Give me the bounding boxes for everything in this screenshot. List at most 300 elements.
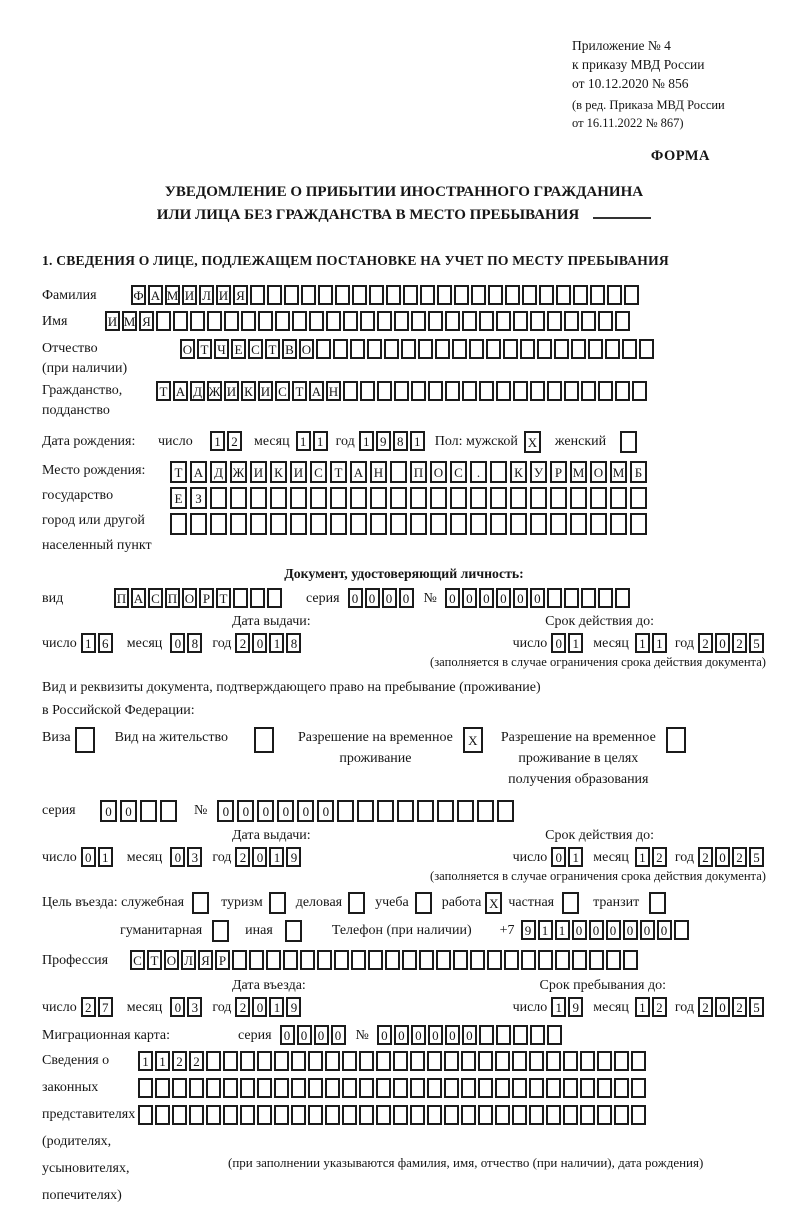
form-cell[interactable] <box>470 950 485 970</box>
form-cell[interactable] <box>410 1051 425 1071</box>
form-cell[interactable]: 1 <box>568 633 583 653</box>
form-cell[interactable] <box>310 487 327 509</box>
form-cell[interactable]: 2 <box>732 633 747 653</box>
form-cell[interactable] <box>207 311 222 331</box>
form-cell[interactable] <box>376 1105 391 1125</box>
form-cell[interactable] <box>172 1105 187 1125</box>
form-cell[interactable]: Т <box>330 461 347 483</box>
form-cell[interactable]: Б <box>630 461 647 483</box>
purpose-work-checkbox[interactable] <box>485 892 504 914</box>
form-cell[interactable]: 1 <box>81 633 96 653</box>
form-cell[interactable] <box>233 588 248 608</box>
form-cell[interactable]: З <box>190 487 207 509</box>
form-cell[interactable] <box>343 311 358 331</box>
form-cell[interactable] <box>437 800 454 822</box>
form-cell[interactable] <box>444 1051 459 1071</box>
form-cell[interactable] <box>350 339 365 359</box>
form-cell[interactable]: Т <box>265 339 280 359</box>
form-cell[interactable]: 1 <box>568 847 583 867</box>
form-cell[interactable] <box>390 513 407 535</box>
form-cell[interactable]: А <box>309 381 324 401</box>
form-cell[interactable] <box>206 1078 221 1098</box>
form-cell[interactable]: 0 <box>399 588 414 608</box>
form-cell[interactable] <box>486 339 501 359</box>
form-cell[interactable] <box>547 1025 562 1045</box>
form-cell[interactable] <box>335 285 350 305</box>
form-cell[interactable] <box>614 1105 629 1125</box>
form-cell[interactable] <box>173 311 188 331</box>
form-cell[interactable] <box>570 487 587 509</box>
form-cell[interactable] <box>418 339 433 359</box>
form-cell[interactable] <box>270 487 287 509</box>
form-cell[interactable]: С <box>310 461 327 483</box>
form-cell[interactable] <box>597 1078 612 1098</box>
form-cell[interactable] <box>274 1051 289 1071</box>
form-cell[interactable]: 8 <box>187 633 202 653</box>
form-cell[interactable]: Т <box>170 461 187 483</box>
form-cell[interactable] <box>210 513 227 535</box>
form-cell[interactable] <box>547 381 562 401</box>
form-cell[interactable]: А <box>173 381 188 401</box>
form-cell[interactable] <box>368 950 383 970</box>
form-cell[interactable]: . <box>470 461 487 483</box>
form-cell[interactable] <box>521 950 536 970</box>
form-cell[interactable]: Е <box>170 487 187 509</box>
form-cell[interactable] <box>590 487 607 509</box>
form-cell[interactable] <box>470 513 487 535</box>
form-cell[interactable] <box>359 1078 374 1098</box>
gender-female-checkbox[interactable] <box>620 431 639 453</box>
form-cell[interactable] <box>138 1078 153 1098</box>
form-cell[interactable] <box>496 311 511 331</box>
form-cell[interactable] <box>386 285 401 305</box>
form-cell[interactable] <box>462 381 477 401</box>
form-cell[interactable] <box>479 311 494 331</box>
form-cell[interactable] <box>189 1105 204 1125</box>
form-cell[interactable]: 2 <box>189 1051 204 1071</box>
form-cell[interactable]: 3 <box>187 847 202 867</box>
form-cell[interactable]: М <box>165 285 180 305</box>
form-cell[interactable] <box>270 513 287 535</box>
form-cell[interactable] <box>254 727 274 753</box>
form-cell[interactable] <box>530 311 545 331</box>
temp-residence-checkbox[interactable] <box>463 727 485 753</box>
form-cell[interactable]: Я <box>139 311 154 331</box>
form-cell[interactable]: 0 <box>551 633 566 653</box>
form-cell[interactable] <box>274 1078 289 1098</box>
form-cell[interactable] <box>410 1078 425 1098</box>
form-cell[interactable] <box>589 950 604 970</box>
form-cell[interactable] <box>546 1078 561 1098</box>
form-cell[interactable] <box>504 950 519 970</box>
form-cell[interactable] <box>376 1078 391 1098</box>
form-cell[interactable] <box>470 487 487 509</box>
form-cell[interactable] <box>258 311 273 331</box>
form-cell[interactable] <box>411 311 426 331</box>
purpose-transit-checkbox[interactable] <box>649 892 668 914</box>
form-cell[interactable] <box>377 800 394 822</box>
form-cell[interactable] <box>478 1078 493 1098</box>
form-cell[interactable] <box>291 1051 306 1071</box>
form-cell[interactable]: А <box>190 461 207 483</box>
form-cell[interactable]: 2 <box>732 997 747 1017</box>
form-cell[interactable]: П <box>165 588 180 608</box>
form-cell[interactable] <box>360 311 375 331</box>
form-cell[interactable] <box>415 892 432 914</box>
form-cell[interactable]: 1 <box>652 633 667 653</box>
form-cell[interactable] <box>430 513 447 535</box>
form-cell[interactable] <box>471 285 486 305</box>
form-cell[interactable] <box>495 1051 510 1071</box>
form-cell[interactable] <box>520 339 535 359</box>
form-cell[interactable]: 5 <box>749 847 764 867</box>
form-cell[interactable] <box>461 1078 476 1098</box>
form-cell[interactable] <box>530 1025 545 1045</box>
form-cell[interactable]: 9 <box>376 431 391 451</box>
form-cell[interactable] <box>240 1105 255 1125</box>
form-cell[interactable] <box>420 285 435 305</box>
form-cell[interactable] <box>510 513 527 535</box>
form-cell[interactable]: М <box>122 311 137 331</box>
form-cell[interactable]: 0 <box>382 588 397 608</box>
form-cell[interactable]: 0 <box>496 588 511 608</box>
form-cell[interactable] <box>522 285 537 305</box>
form-cell[interactable] <box>513 381 528 401</box>
form-cell[interactable]: Л <box>181 950 196 970</box>
form-cell[interactable] <box>232 950 247 970</box>
form-cell[interactable] <box>564 588 579 608</box>
form-cell[interactable]: 9 <box>286 997 301 1017</box>
form-cell[interactable] <box>223 1078 238 1098</box>
form-cell[interactable]: М <box>570 461 587 483</box>
form-cell[interactable]: 0 <box>715 847 730 867</box>
form-cell[interactable] <box>417 800 434 822</box>
form-cell[interactable] <box>546 1105 561 1125</box>
form-cell[interactable]: Ч <box>214 339 229 359</box>
form-cell[interactable]: 0 <box>252 997 267 1017</box>
form-cell[interactable] <box>580 1105 595 1125</box>
form-cell[interactable] <box>556 285 571 305</box>
form-cell[interactable]: 0 <box>715 633 730 653</box>
form-cell[interactable] <box>450 513 467 535</box>
form-cell[interactable] <box>224 311 239 331</box>
form-cell[interactable] <box>512 1051 527 1071</box>
form-cell[interactable] <box>291 1105 306 1125</box>
form-cell[interactable]: 0 <box>462 588 477 608</box>
form-cell[interactable] <box>610 487 627 509</box>
form-cell[interactable]: А <box>131 588 146 608</box>
form-cell[interactable] <box>206 1051 221 1071</box>
form-cell[interactable]: 7 <box>98 997 113 1017</box>
form-cell[interactable] <box>359 1105 374 1125</box>
form-cell[interactable] <box>266 950 281 970</box>
form-cell[interactable] <box>614 1078 629 1098</box>
form-cell[interactable]: 8 <box>393 431 408 451</box>
form-cell[interactable] <box>192 892 209 914</box>
form-cell[interactable]: 1 <box>98 847 113 867</box>
form-cell[interactable]: И <box>105 311 120 331</box>
form-cell[interactable]: И <box>290 461 307 483</box>
form-cell[interactable]: Т <box>156 381 171 401</box>
form-cell[interactable] <box>490 487 507 509</box>
form-cell[interactable]: 0 <box>252 633 267 653</box>
form-cell[interactable] <box>573 285 588 305</box>
form-cell[interactable]: И <box>250 461 267 483</box>
form-cell[interactable] <box>572 950 587 970</box>
form-cell[interactable] <box>563 1105 578 1125</box>
form-cell[interactable] <box>419 950 434 970</box>
form-cell[interactable] <box>563 1051 578 1071</box>
form-cell[interactable]: И <box>258 381 273 401</box>
form-cell[interactable] <box>283 950 298 970</box>
form-cell[interactable]: О <box>180 339 195 359</box>
form-cell[interactable] <box>631 1078 646 1098</box>
form-cell[interactable] <box>624 285 639 305</box>
form-cell[interactable] <box>325 1078 340 1098</box>
form-cell[interactable] <box>390 487 407 509</box>
form-cell[interactable]: 8 <box>286 633 301 653</box>
form-cell[interactable]: 5 <box>749 997 764 1017</box>
form-cell[interactable] <box>581 381 596 401</box>
form-cell[interactable] <box>384 339 399 359</box>
form-cell[interactable] <box>555 950 570 970</box>
form-cell[interactable]: 0 <box>314 1025 329 1045</box>
form-cell[interactable] <box>348 892 365 914</box>
form-cell[interactable] <box>342 1051 357 1071</box>
form-cell[interactable] <box>605 339 620 359</box>
form-cell[interactable] <box>325 1105 340 1125</box>
form-cell[interactable]: 1 <box>313 431 328 451</box>
form-cell[interactable] <box>615 588 630 608</box>
form-cell[interactable]: 1 <box>138 1051 153 1071</box>
form-cell[interactable] <box>495 1105 510 1125</box>
form-cell[interactable] <box>620 431 637 453</box>
form-cell[interactable] <box>453 950 468 970</box>
form-cell[interactable] <box>490 461 507 483</box>
purpose-humanitarian-checkbox[interactable] <box>212 920 231 942</box>
form-cell[interactable] <box>394 311 409 331</box>
form-cell[interactable] <box>223 1051 238 1071</box>
form-cell[interactable] <box>537 339 552 359</box>
form-cell[interactable] <box>285 920 302 942</box>
form-cell[interactable] <box>190 513 207 535</box>
purpose-business-checkbox[interactable] <box>348 892 367 914</box>
form-cell[interactable] <box>550 487 567 509</box>
form-cell[interactable] <box>410 487 427 509</box>
form-cell[interactable] <box>581 588 596 608</box>
form-cell[interactable]: 0 <box>170 633 185 653</box>
form-cell[interactable]: 2 <box>235 997 250 1017</box>
form-cell[interactable] <box>436 950 451 970</box>
form-cell[interactable]: 1 <box>155 1051 170 1071</box>
residence-card-checkbox[interactable] <box>254 727 276 753</box>
form-cell[interactable]: 0 <box>331 1025 346 1045</box>
form-cell[interactable]: О <box>590 461 607 483</box>
form-cell[interactable]: 0 <box>657 920 672 940</box>
form-cell[interactable]: 9 <box>521 920 536 940</box>
form-cell[interactable] <box>257 1078 272 1098</box>
form-cell[interactable] <box>342 1078 357 1098</box>
form-cell[interactable] <box>487 950 502 970</box>
form-cell[interactable] <box>490 513 507 535</box>
form-cell[interactable] <box>267 285 282 305</box>
form-cell[interactable] <box>597 1051 612 1071</box>
form-cell[interactable] <box>496 1025 511 1045</box>
form-cell[interactable] <box>376 1051 391 1071</box>
form-cell[interactable]: 1 <box>635 847 650 867</box>
form-cell[interactable] <box>630 513 647 535</box>
form-cell[interactable]: 0 <box>348 588 363 608</box>
form-cell[interactable]: С <box>130 950 145 970</box>
form-cell[interactable]: 0 <box>428 1025 443 1045</box>
form-cell[interactable] <box>292 311 307 331</box>
form-cell[interactable]: Ф <box>131 285 146 305</box>
form-cell[interactable] <box>155 1078 170 1098</box>
form-cell[interactable] <box>269 892 286 914</box>
form-cell[interactable]: К <box>241 381 256 401</box>
form-cell[interactable]: Н <box>370 461 387 483</box>
form-cell[interactable]: 0 <box>572 920 587 940</box>
form-cell[interactable]: К <box>510 461 527 483</box>
form-cell[interactable]: М <box>610 461 627 483</box>
form-cell[interactable]: 0 <box>297 800 314 822</box>
form-cell[interactable] <box>316 339 331 359</box>
form-cell[interactable] <box>210 487 227 509</box>
form-cell[interactable]: 1 <box>538 920 553 940</box>
form-cell[interactable] <box>530 487 547 509</box>
purpose-private-checkbox[interactable] <box>562 892 581 914</box>
form-cell[interactable]: 0 <box>715 997 730 1017</box>
form-cell[interactable]: 0 <box>280 1025 295 1045</box>
form-cell[interactable]: Р <box>199 588 214 608</box>
form-cell[interactable] <box>674 920 689 940</box>
form-cell[interactable]: К <box>270 461 287 483</box>
temp-residence-education-checkbox[interactable] <box>666 727 688 753</box>
purpose-other-checkbox[interactable] <box>285 920 304 942</box>
form-cell[interactable]: Е <box>231 339 246 359</box>
form-cell[interactable]: 0 <box>365 588 380 608</box>
form-cell[interactable]: X <box>463 727 483 753</box>
form-cell[interactable] <box>550 513 567 535</box>
form-cell[interactable] <box>427 1105 442 1125</box>
form-cell[interactable] <box>479 381 494 401</box>
form-cell[interactable]: И <box>182 285 197 305</box>
form-cell[interactable] <box>403 285 418 305</box>
form-cell[interactable]: 1 <box>551 997 566 1017</box>
form-cell[interactable] <box>581 311 596 331</box>
form-cell[interactable] <box>452 339 467 359</box>
form-cell[interactable] <box>250 513 267 535</box>
form-cell[interactable]: Ж <box>207 381 222 401</box>
form-cell[interactable]: 0 <box>394 1025 409 1045</box>
form-cell[interactable]: 0 <box>445 588 460 608</box>
form-cell[interactable] <box>631 1051 646 1071</box>
form-cell[interactable]: 0 <box>445 1025 460 1045</box>
form-cell[interactable] <box>390 461 407 483</box>
form-cell[interactable] <box>343 381 358 401</box>
purpose-study-checkbox[interactable] <box>415 892 434 914</box>
form-cell[interactable]: Я <box>198 950 213 970</box>
form-cell[interactable] <box>649 892 666 914</box>
form-cell[interactable]: 0 <box>217 800 234 822</box>
form-cell[interactable] <box>155 1105 170 1125</box>
form-cell[interactable]: 9 <box>286 847 301 867</box>
form-cell[interactable] <box>615 381 630 401</box>
gender-male-checkbox[interactable] <box>524 431 543 453</box>
form-cell[interactable]: У <box>530 461 547 483</box>
form-cell[interactable]: Ж <box>230 461 247 483</box>
form-cell[interactable] <box>622 339 637 359</box>
form-cell[interactable] <box>212 920 229 942</box>
form-cell[interactable] <box>529 1105 544 1125</box>
form-cell[interactable] <box>309 311 324 331</box>
form-cell[interactable] <box>325 1051 340 1071</box>
form-cell[interactable] <box>488 285 503 305</box>
form-cell[interactable]: 0 <box>170 847 185 867</box>
form-cell[interactable]: 0 <box>252 847 267 867</box>
form-cell[interactable]: 0 <box>606 920 621 940</box>
form-cell[interactable] <box>530 513 547 535</box>
form-cell[interactable] <box>330 513 347 535</box>
form-cell[interactable] <box>564 381 579 401</box>
form-cell[interactable]: Я <box>233 285 248 305</box>
form-cell[interactable]: 0 <box>551 847 566 867</box>
form-cell[interactable]: В <box>282 339 297 359</box>
form-cell[interactable] <box>230 487 247 509</box>
form-cell[interactable]: 1 <box>359 431 374 451</box>
form-cell[interactable] <box>530 381 545 401</box>
form-cell[interactable]: 1 <box>635 633 650 653</box>
form-cell[interactable]: 0 <box>462 1025 477 1045</box>
form-cell[interactable] <box>394 381 409 401</box>
form-cell[interactable]: 3 <box>187 997 202 1017</box>
form-cell[interactable] <box>496 381 511 401</box>
form-cell[interactable] <box>140 800 157 822</box>
form-cell[interactable] <box>393 1105 408 1125</box>
form-cell[interactable]: 2 <box>698 847 713 867</box>
form-cell[interactable] <box>369 285 384 305</box>
form-cell[interactable] <box>170 513 187 535</box>
form-cell[interactable] <box>352 285 367 305</box>
form-cell[interactable] <box>630 487 647 509</box>
form-cell[interactable] <box>469 339 484 359</box>
form-cell[interactable]: 0 <box>81 847 96 867</box>
form-cell[interactable] <box>539 285 554 305</box>
form-cell[interactable] <box>495 1078 510 1098</box>
form-cell[interactable] <box>564 311 579 331</box>
form-cell[interactable]: 2 <box>652 847 667 867</box>
form-cell[interactable] <box>230 513 247 535</box>
form-cell[interactable]: П <box>410 461 427 483</box>
form-cell[interactable] <box>290 487 307 509</box>
form-cell[interactable] <box>249 950 264 970</box>
form-cell[interactable] <box>430 487 447 509</box>
form-cell[interactable]: Т <box>147 950 162 970</box>
form-cell[interactable] <box>461 1105 476 1125</box>
form-cell[interactable]: Т <box>197 339 212 359</box>
form-cell[interactable]: 6 <box>98 633 113 653</box>
form-cell[interactable]: Т <box>216 588 231 608</box>
form-cell[interactable]: Д <box>190 381 205 401</box>
form-cell[interactable] <box>503 339 518 359</box>
form-cell[interactable]: 0 <box>589 920 604 940</box>
form-cell[interactable] <box>570 513 587 535</box>
form-cell[interactable]: И <box>224 381 239 401</box>
form-cell[interactable] <box>401 339 416 359</box>
form-cell[interactable]: 2 <box>227 431 242 451</box>
form-cell[interactable]: О <box>164 950 179 970</box>
form-cell[interactable] <box>367 339 382 359</box>
